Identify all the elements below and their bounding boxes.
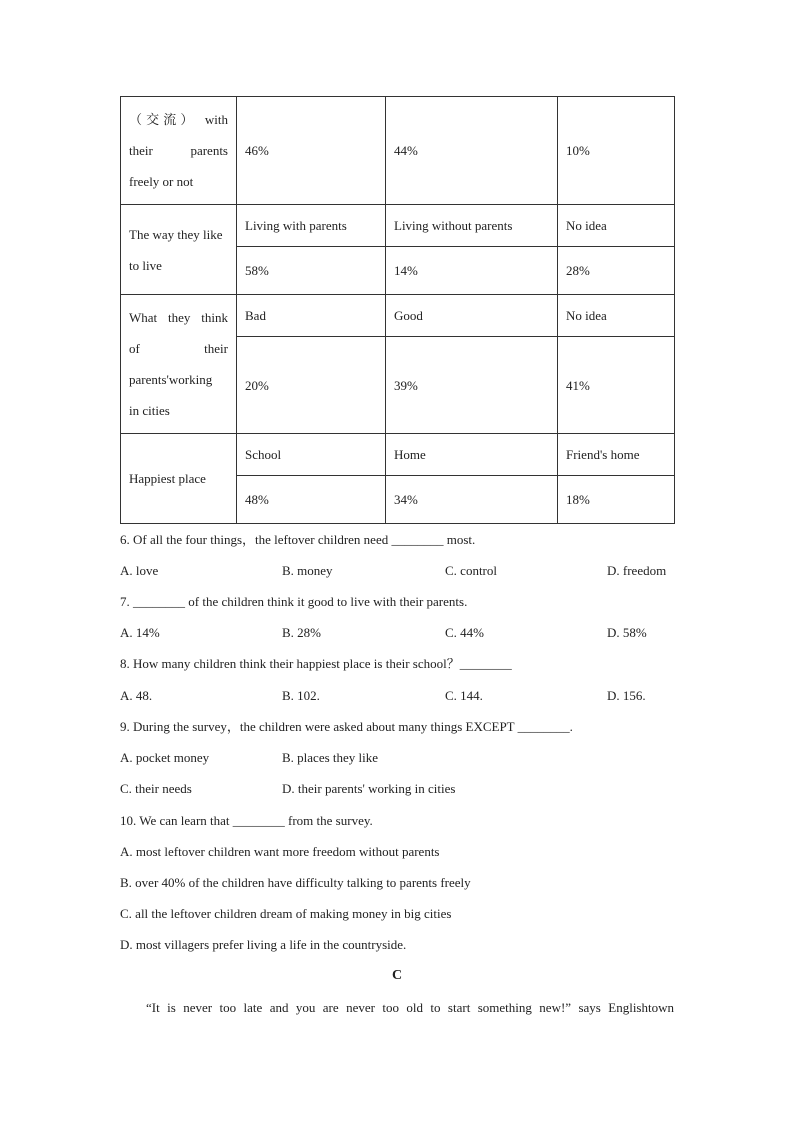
question-7-stem: 7. ________ of the children think it good to live with their parents. (120, 594, 468, 609)
section-c-heading: C (391, 968, 403, 983)
topic-line: freely or not (129, 174, 194, 189)
table-row (121, 434, 675, 476)
q9-option-a: A. pocket money (120, 750, 210, 765)
q6-option-a: A. love (120, 563, 159, 578)
q9-option-b: B. places they like (282, 750, 379, 765)
label-cell: Living with parents (237, 205, 386, 247)
label-cell: No idea (558, 295, 675, 337)
topic-line: The way they like (129, 226, 223, 242)
q8-option-b: B. 102. (282, 688, 320, 703)
q7-option-d: D. 58% (607, 625, 647, 640)
table-row (121, 97, 675, 205)
q10-option-d: D. most villagers prefer living a life in the countryside. (120, 937, 407, 952)
q7-option-a: A. 14% (120, 625, 160, 640)
q10-option-b: B. over 40% of the children have difficulty talking to parents freely (120, 875, 471, 890)
value-cell: 10% (558, 97, 675, 205)
topic-line: to live (129, 257, 162, 273)
value-cell: 48% (237, 476, 386, 524)
value-cell: 34% (386, 476, 558, 524)
label-cell: Good (386, 295, 558, 337)
label-cell: Friend's home (558, 434, 675, 476)
label-cell: School (237, 434, 386, 476)
label-cell: No idea (558, 205, 675, 247)
question-9-stem: 9. During the survey，the children were asked about many things EXCEPT ________. (120, 719, 573, 734)
value-cell: 20% (237, 337, 386, 434)
topic-line: of their (129, 341, 228, 356)
value-cell: 39% (386, 337, 558, 434)
value-cell: 46% (237, 97, 386, 205)
q8-option-d: D. 156. (607, 688, 646, 703)
topic-line: （交流） with (129, 112, 228, 127)
q6-option-d: D. freedom (607, 563, 667, 578)
q7-option-c: C. 44% (445, 625, 484, 640)
topic-line: What they think (129, 310, 228, 325)
q10-option-a: A. most leftover children want more freedom without parents (120, 844, 440, 859)
topic-cell (121, 97, 237, 205)
survey-table (120, 96, 675, 524)
table-row (121, 205, 675, 247)
label-cell: Home (386, 434, 558, 476)
q7-option-b: B. 28% (282, 625, 321, 640)
q6-option-c: C. control (445, 563, 497, 578)
value-cell: 14% (386, 247, 558, 295)
topic-cell (121, 205, 237, 295)
topic-line: Happiest place (129, 471, 206, 486)
topic-line: parents'working (129, 372, 213, 387)
q8-option-a: A. 48. (120, 688, 153, 703)
topic-cell (121, 295, 237, 434)
question-8-stem: 8. How many children think their happiest place is their school？________ (120, 656, 512, 671)
q6-option-b: B. money (282, 563, 333, 578)
q9-option-c: C. their needs (120, 781, 192, 796)
value-cell: 41% (558, 337, 675, 434)
topic-line: their parents (129, 143, 228, 158)
table-row (121, 295, 675, 337)
q9-option-d: D. their parents' working in cities (282, 781, 456, 796)
label-cell: Bad (237, 295, 386, 337)
q8-option-c: C. 144. (445, 688, 483, 703)
question-10-stem: 10. We can learn that ________ from the survey. (120, 813, 373, 828)
topic-cell (121, 434, 237, 524)
value-cell: 28% (558, 247, 675, 295)
value-cell: 44% (386, 97, 558, 205)
value-cell: 18% (558, 476, 675, 524)
value-cell: 58% (237, 247, 386, 295)
section-c-passage-line: “It is never too late and you are never too old to start something new!” says Englishtown (146, 1000, 674, 1015)
q10-option-c: C. all the leftover children dream of making money in big cities (120, 906, 452, 921)
question-6-stem: 6. Of all the four things，the leftover children need ________ most. (120, 532, 476, 547)
topic-line: in cities (129, 403, 170, 418)
label-cell: Living without parents (386, 205, 558, 247)
